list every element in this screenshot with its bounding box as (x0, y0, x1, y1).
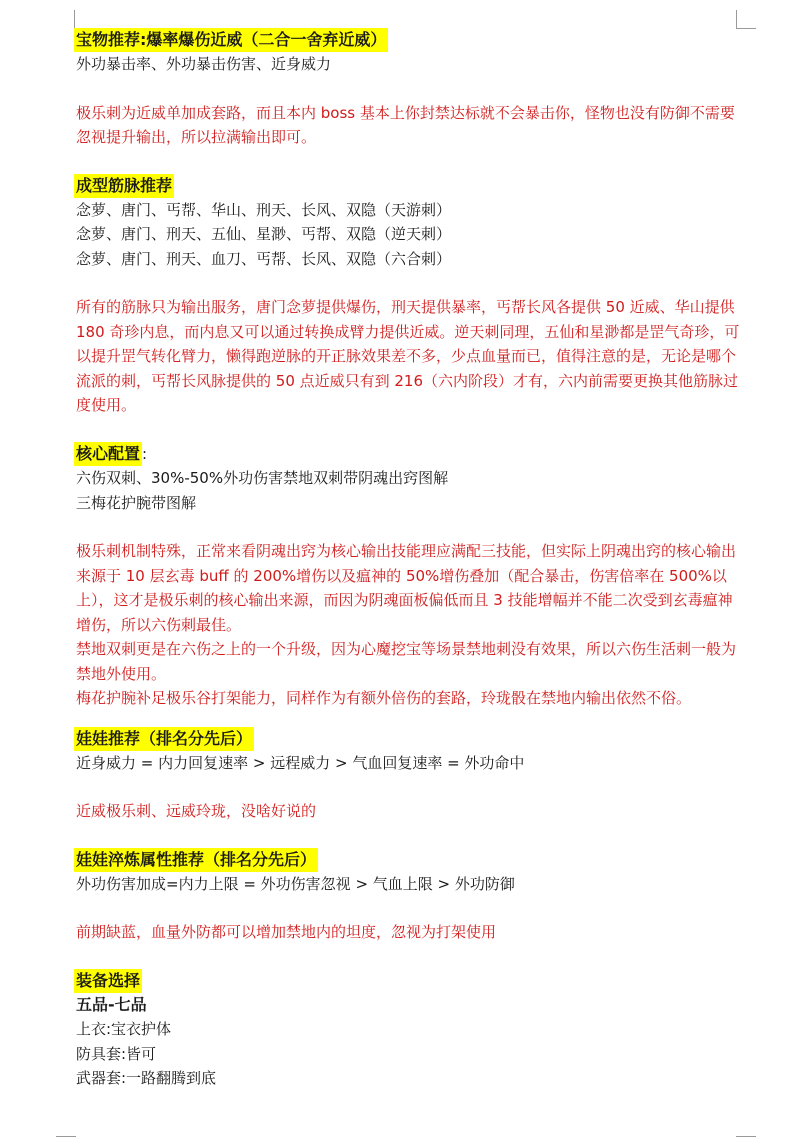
body-line: 三梅花护腕带图解 (76, 493, 197, 512)
section-heading: 宝物推荐:爆率爆伤近威（二合一舍弃近威） (74, 28, 388, 52)
note-paragraph: 极乐刺为近威单加成套路，而且本内 boss 基本上你封禁达标就不会暴击你，怪物也没有防御不需要忽视提升输出，所以拉满输出即可。 (76, 103, 735, 146)
body-line: 六伤双刺、30%-50%外功伤害禁地双刺带阴魂出窍图解 (76, 469, 449, 487)
red-note (76, 295, 740, 418)
section-treasure (76, 28, 740, 150)
document-body (76, 28, 740, 1091)
section-heading: 核心配置 (74, 442, 142, 466)
body-line: 念萝、唐门、刑天、血刀、丐帮、长风、双隐（六合刺） (76, 249, 452, 268)
equipment-tier: 五品-七品 (76, 994, 147, 1014)
section-heading: 娃娃推荐（排名分先后） (74, 727, 254, 751)
red-note (76, 799, 740, 824)
section-equipment (76, 969, 740, 1091)
note-paragraph: 梅花护腕补足极乐谷打架能力，同样作为有额外倍伤的套路，玲珑骰在禁地内输出依然不俗。 (76, 689, 692, 707)
red-note (76, 920, 740, 945)
note-paragraph: 极乐刺机制特殊，正常来看阴魂出窍为核心输出技能理应满配三技能，但实际上阴魂出窍的核心输出来源于 10 层玄毒 buff 的 200%增伤以及瘟神的 50%增伤叠加（配合暴击，伤害倍率在 500%以上），这才是极乐刺的核心输出来源，而因为阴魂面板偏低而且 3 技能增幅并不能二次受到玄毒瘟神增伤，所以六伤刺最佳。 (76, 542, 737, 634)
section-heading: 娃娃淬炼属性推荐（排名分先后） (74, 848, 318, 872)
note-paragraph: 近威极乐刺、远威玲珑，没啥好说的 (76, 802, 317, 820)
heading-suffix: : (142, 444, 148, 463)
note-paragraph: 禁地双刺更是在六伤之上的一个升级，因为心魔挖宝等场景禁地刺没有效果，所以六伤生活刺一般为禁地外使用。 (76, 640, 737, 683)
crop-mark-bottom-right (736, 1136, 756, 1137)
note-paragraph: 所有的筋脉只为输出服务，唐门念萝提供爆伤，刑天提供暴率，丐帮长风各提供 50 近威、华山提供 180 奇珍内息，而内息又可以通过转换成臂力提供近威。逆天刺同理，五仙和星渺都是罡气奇珍，可以提升罡气转化臂力，懒得跑逆脉的开正脉效果差不多，少点血量而已，值得注意的是，无论是哪个流派的刺，丐帮长风脉提供的 50 点近威只有到 216（六内阶段）才有，六内前需要更换其他筋脉过度使用。 (76, 298, 740, 414)
body-line: 念萝、唐门、刑天、五仙、星渺、丐帮、双隐（逆天刺） (76, 225, 452, 243)
body-line: 念萝、唐门、丐帮、华山、刑天、长风、双隐（天游刺） (76, 200, 452, 219)
body-line: 外功伤害加成=内力上限 = 外功伤害忽视 > 气血上限 > 外功防御 (76, 874, 515, 893)
body-line: 防具套:皆可 (76, 1044, 157, 1063)
crop-mark-top-right (736, 10, 737, 28)
crop-mark-top-left (74, 10, 75, 28)
body-line: 上衣:宝衣护体 (76, 1020, 172, 1038)
section-core-config (76, 442, 740, 711)
section-meridians (76, 174, 740, 418)
section-doll (76, 727, 740, 824)
section-heading: 装备选择 (74, 969, 142, 993)
red-note (76, 539, 740, 711)
section-heading: 成型筋脉推荐 (74, 174, 174, 198)
section-doll-refine (76, 848, 740, 945)
body-line: 武器套:一路翻腾到底 (76, 1069, 217, 1087)
note-paragraph: 前期缺蓝，血量外防都可以增加禁地内的坦度，忽视为打架使用 (76, 923, 497, 941)
red-note (76, 101, 740, 150)
body-line: 近身威力 = 内力回复速率 > 远程威力 > 气血回复速率 = 外功命中 (76, 753, 525, 772)
crop-mark-bottom-left (56, 1136, 76, 1137)
body-line: 外功暴击率、外功暴击伤害、近身威力 (76, 55, 332, 73)
